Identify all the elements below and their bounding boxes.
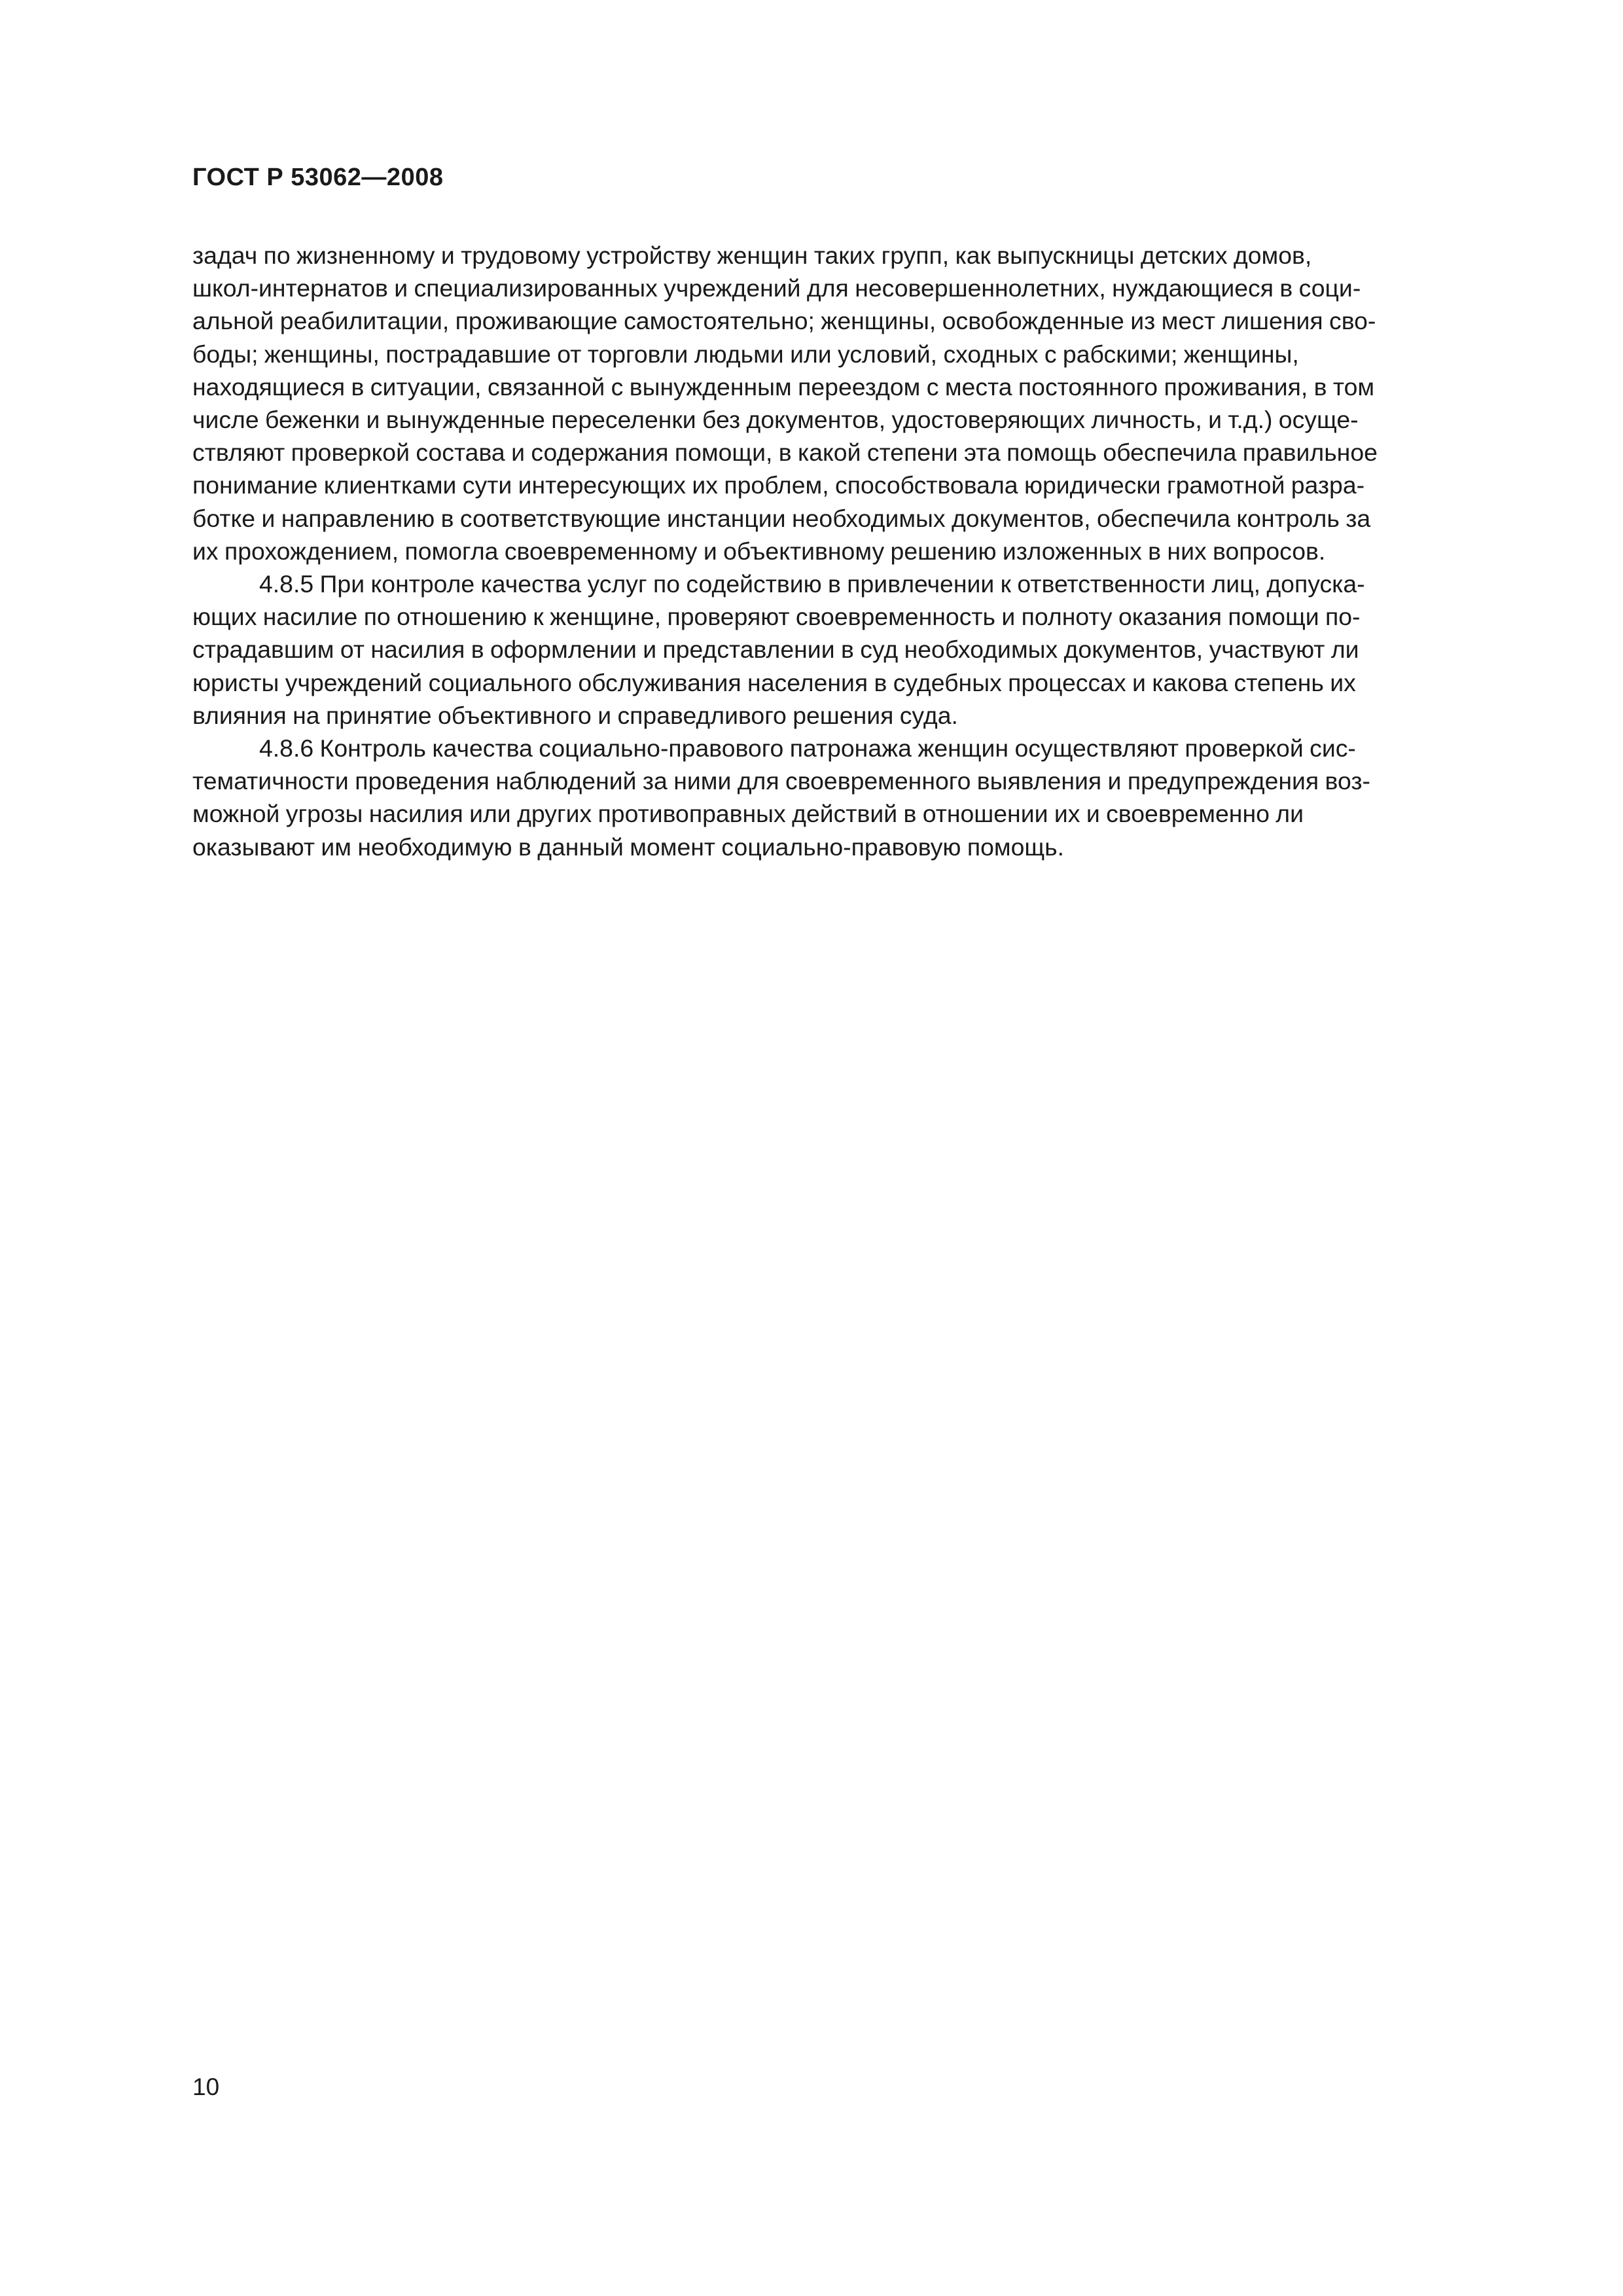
document-header: ГОСТ Р 53062—2008	[192, 164, 444, 191]
paragraph-4-8-6: 4.8.6 Контроль качества социально-правового патронажа женщин осуществляют проверкой сис- тематичности проведения наблюдений за ними для своевременного выявления и предупреждения воз- можной угрозы насилия или других противоправных действий в отношении их и своевременно ли оказывают им необходимую в данный момент социально-правовую помощь.	[192, 734, 1370, 861]
document-body	[192, 239, 1497, 863]
paragraph-4-8-5: 4.8.5 При контроле качества услуг по содействию в привлечении к ответственности лиц, допуска- ющих насилие по отношению к женщине, проверяют своевременность и полноту оказания помощи по- страдавшим от насилия в оформлении и представлении в суд необходимых документов, участвуют ли юристы учреждений социального обслуживания населения в судебных процессах и какова степень их влияния на принятие объективного и справедливого решения суда.	[192, 570, 1365, 729]
page-number: 10	[192, 2073, 220, 2100]
paragraph-continuation: задач по жизненному и трудовому устройству женщин таких групп, как выпускницы детских домов, школ-интернатов и специализированных учреждений для несовершеннолетних, нуждающиеся в соци- альной реабилитации, проживающие самостоятельно; женщины, освобожденные из мест лишения сво- боды; женщины, пострадавшие от торговли людьми или условий, сходных с рабскими; женщины, находящиеся в ситуации, связанной с вынужденным переездом с места постоянного проживания, в том числе беженки и вынужденные переселенки без документов, удостоверяющих личность, и т.д.) осуще- ствляют проверкой состава и содержания помощи, в какой степени эта помощь обеспечила правильное понимание клиентками сути интересующих их проблем, способствовала юридически грамотной разра- ботке и направлению в соответствующие инстанции необходимых документов, обеспечила контроль за их прохождением, помогла своевременному и объективному решению изложенных в них вопросов.	[192, 242, 1378, 565]
